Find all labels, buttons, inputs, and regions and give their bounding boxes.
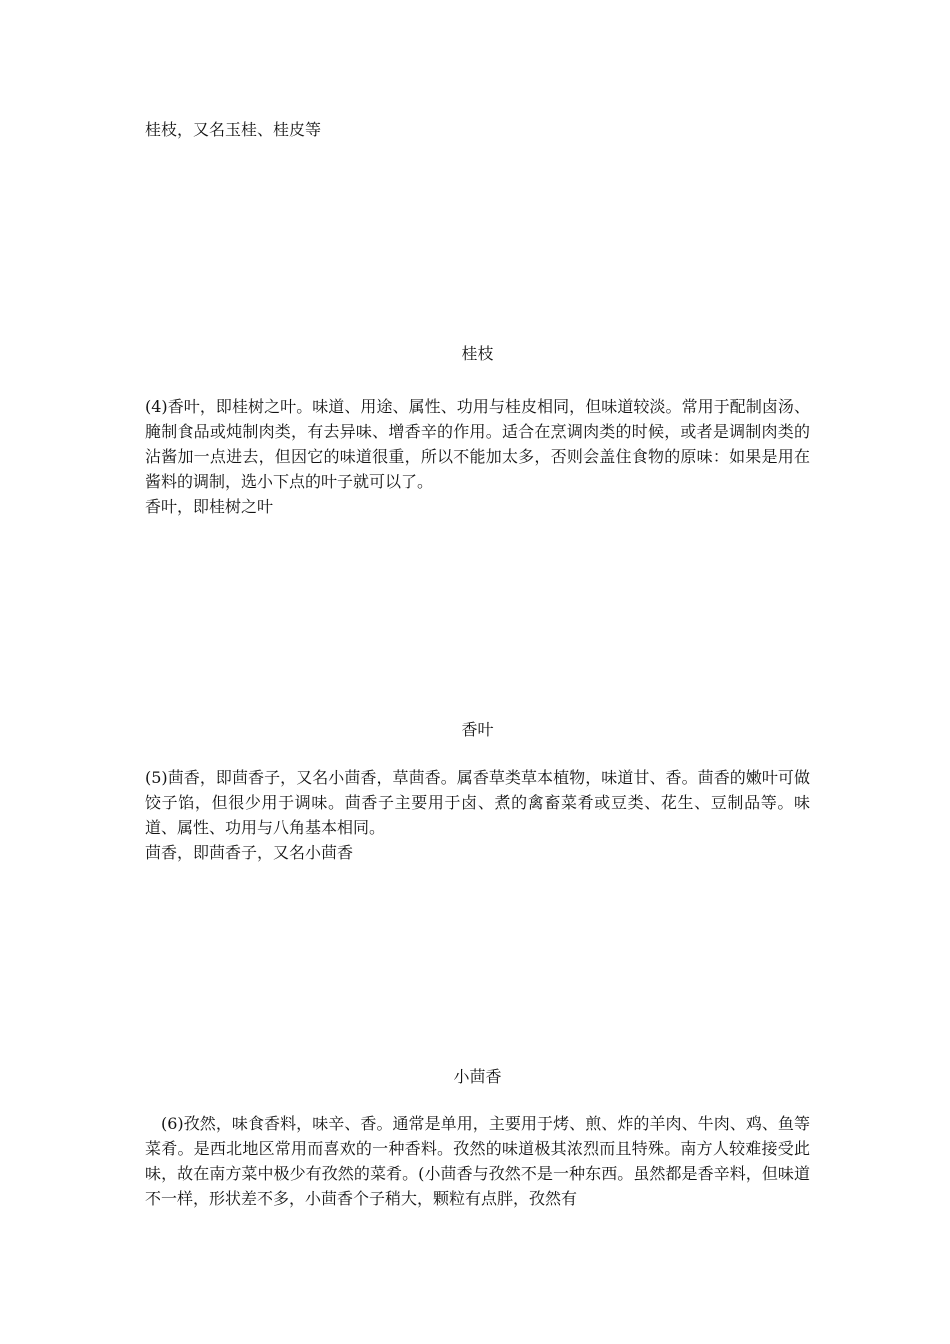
bay-leaf-image-caption: 香叶 [461, 720, 494, 739]
fennel-paragraph: (5)茴香，即茴香子，又名小茴香，草茴香。属香草类草本植物，味道甘、香。茴香的嫩叶可做饺子馅，但很少用于调味。茴香子主要用于卤、煮的禽畜菜肴或豆类、花生、豆制品等。味道、属性、功用与八角基本相同。 [145, 768, 810, 837]
cinnamon-title-line: 桂枝，又名玉桂、桂皮等 [145, 120, 322, 139]
cinnamon-image-caption: 桂枝 [461, 344, 494, 363]
fennel-title-line: 茴香，即茴香子，又名小茴香 [145, 843, 354, 862]
fennel-image-caption: 小茴香 [453, 1067, 502, 1086]
cumin-paragraph: (6)孜然，味食香料，味辛、香。通常是单用，主要用于烤、煎、炸的羊肉、牛肉、鸡、鱼等菜肴。是西北地区常用而喜欢的一种香料。孜然的味道极其浓烈而且特殊。南方人较难接受此味，故在南方菜中极少有孜然的菜肴。(小茴香与孜然不是一种东西。虽然都是香辛料，但味道不一样，形状差不多，小茴香个子稍大，颗粒有点胖，孜然有 [145, 1114, 810, 1208]
bay-leaf-title-line: 香叶，即桂树之叶 [145, 497, 274, 516]
bay-leaf-paragraph: (4)香叶，即桂树之叶。味道、用途、属性、功用与桂皮相同，但味道较淡。常用于配制卤汤、腌制食品或炖制肉类，有去异味、增香辛的作用。适合在烹调肉类的时候，或者是调制肉类的沾酱加一点进去，但因它的味道很重，所以不能加太多，否则会盖住食物的原味：如果是用在酱料的调制，选小下点的叶子就可以了。 [145, 397, 810, 491]
